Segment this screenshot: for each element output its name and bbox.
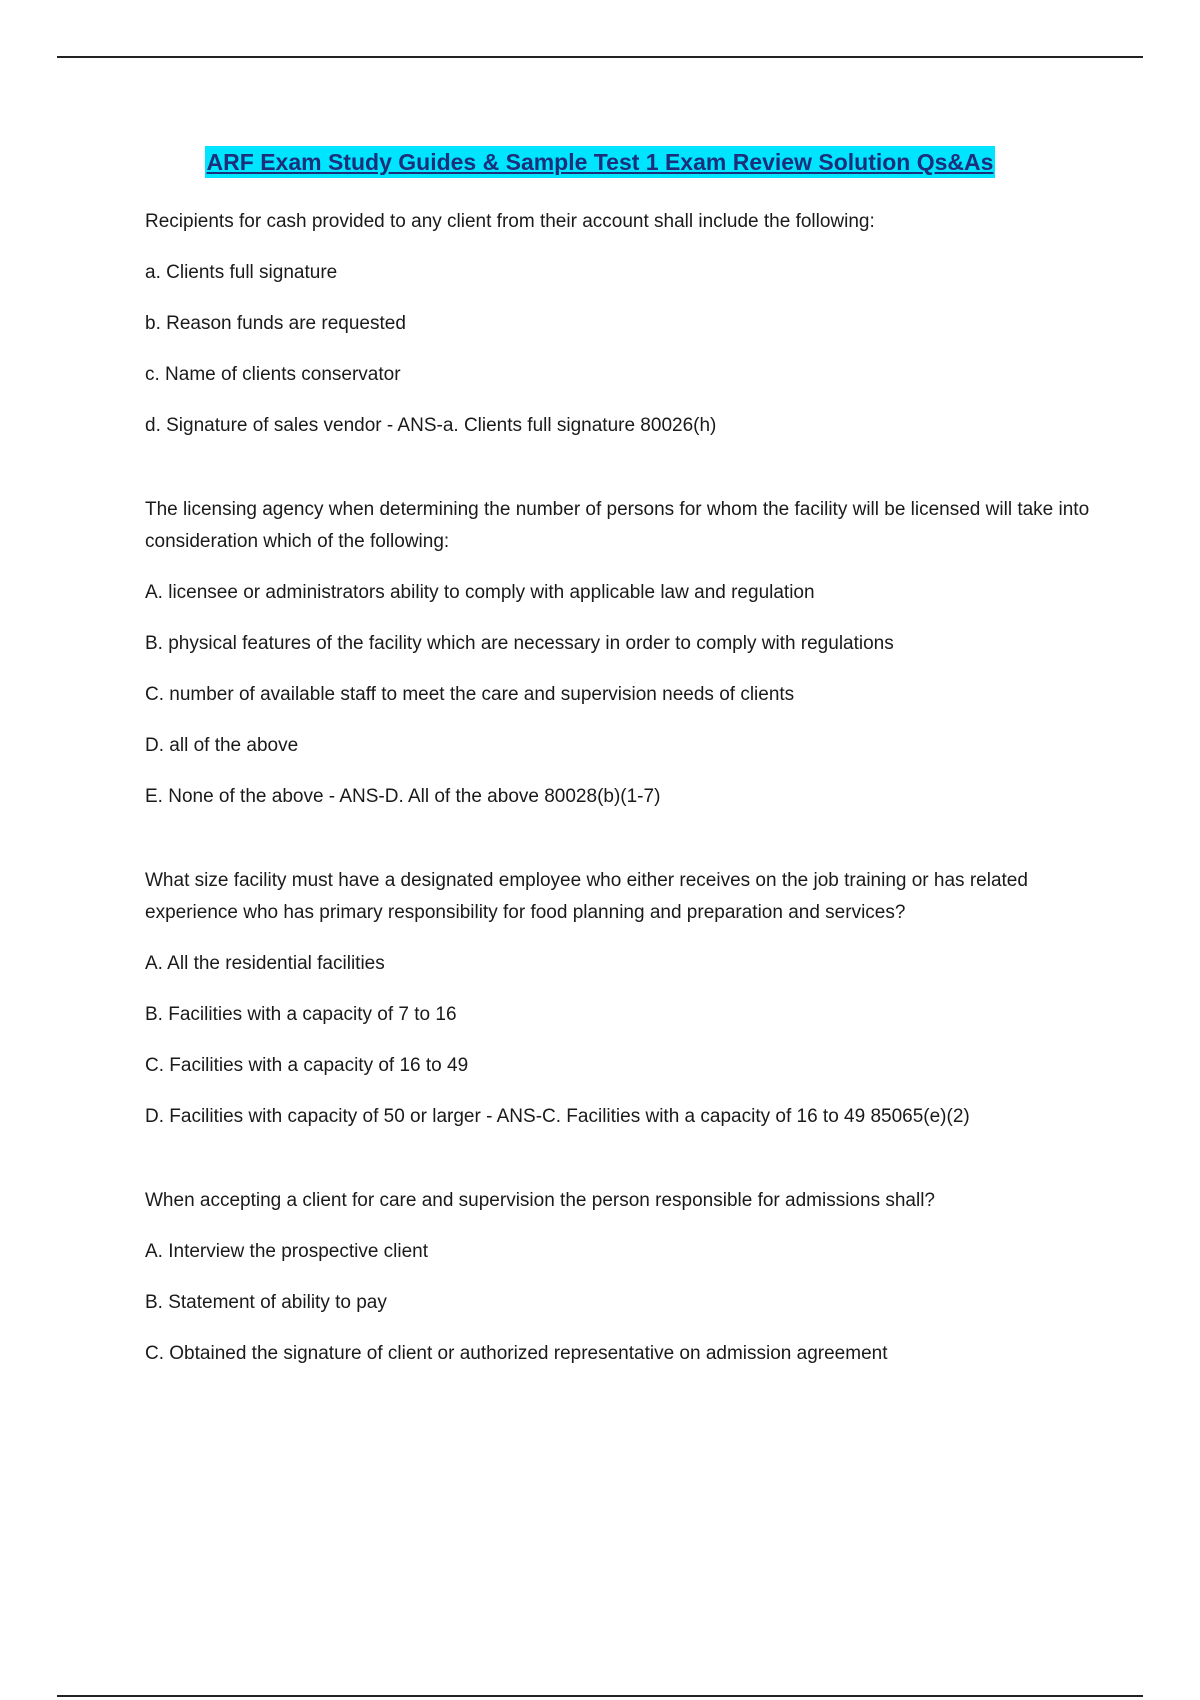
- answer-option: C. number of available staff to meet the care and supervision needs of clients: [145, 684, 795, 705]
- title-container: [0, 146, 1200, 178]
- question-text: The licensing agency when determining the number of persons for whom the facility will be licensed will take into consideration which of the following:: [145, 499, 1090, 552]
- answer-option: A. licensee or administrators ability to comply with applicable law and regulation: [145, 582, 815, 603]
- answer-option: B. Statement of ability to pay: [145, 1292, 387, 1313]
- answer-option: B. physical features of the facility which are necessary in order to comply with regulations: [145, 633, 894, 654]
- question-block-1: [145, 206, 1105, 442]
- footer-rule: [57, 1695, 1143, 1697]
- answer-option: b. Reason funds are requested: [145, 313, 406, 334]
- header-rule: [57, 56, 1143, 58]
- answer-option: D. all of the above: [145, 735, 299, 756]
- answer-option: D. Facilities with capacity of 50 or larger - ANS-C. Facilities with a capacity of 16 to 49 85065(e)(2): [145, 1106, 970, 1127]
- question-text: When accepting a client for care and supervision the person responsible for admissions shall?: [145, 1190, 935, 1211]
- document-title: ARF Exam Study Guides & Sample Test 1 Exam Review Solution Qs&As: [205, 146, 996, 178]
- document-body: [145, 206, 1105, 1389]
- answer-option: a. Clients full signature: [145, 262, 338, 283]
- answer-option: C. Facilities with a capacity of 16 to 49: [145, 1055, 469, 1076]
- question-text: Recipients for cash provided to any client from their account shall include the following:: [145, 211, 875, 232]
- answer-option: E. None of the above - ANS-D. All of the above 80028(b)(1-7): [145, 786, 661, 807]
- answer-option: C. Obtained the signature of client or authorized representative on admission agreement: [145, 1343, 888, 1364]
- answer-option: A. All the residential facilities: [145, 953, 385, 974]
- answer-option: B. Facilities with a capacity of 7 to 16: [145, 1004, 457, 1025]
- question-block-2: [145, 494, 1105, 813]
- answer-option: A. Interview the prospective client: [145, 1241, 429, 1262]
- question-block-4: [145, 1185, 1105, 1370]
- question-text: What size facility must have a designated employee who either receives on the job training or has related experience who has primary responsibility for food planning and preparation and services?: [145, 870, 1028, 923]
- answer-option: d. Signature of sales vendor - ANS-a. Clients full signature 80026(h): [145, 415, 717, 436]
- question-block-3: [145, 865, 1105, 1133]
- answer-option: c. Name of clients conservator: [145, 364, 401, 385]
